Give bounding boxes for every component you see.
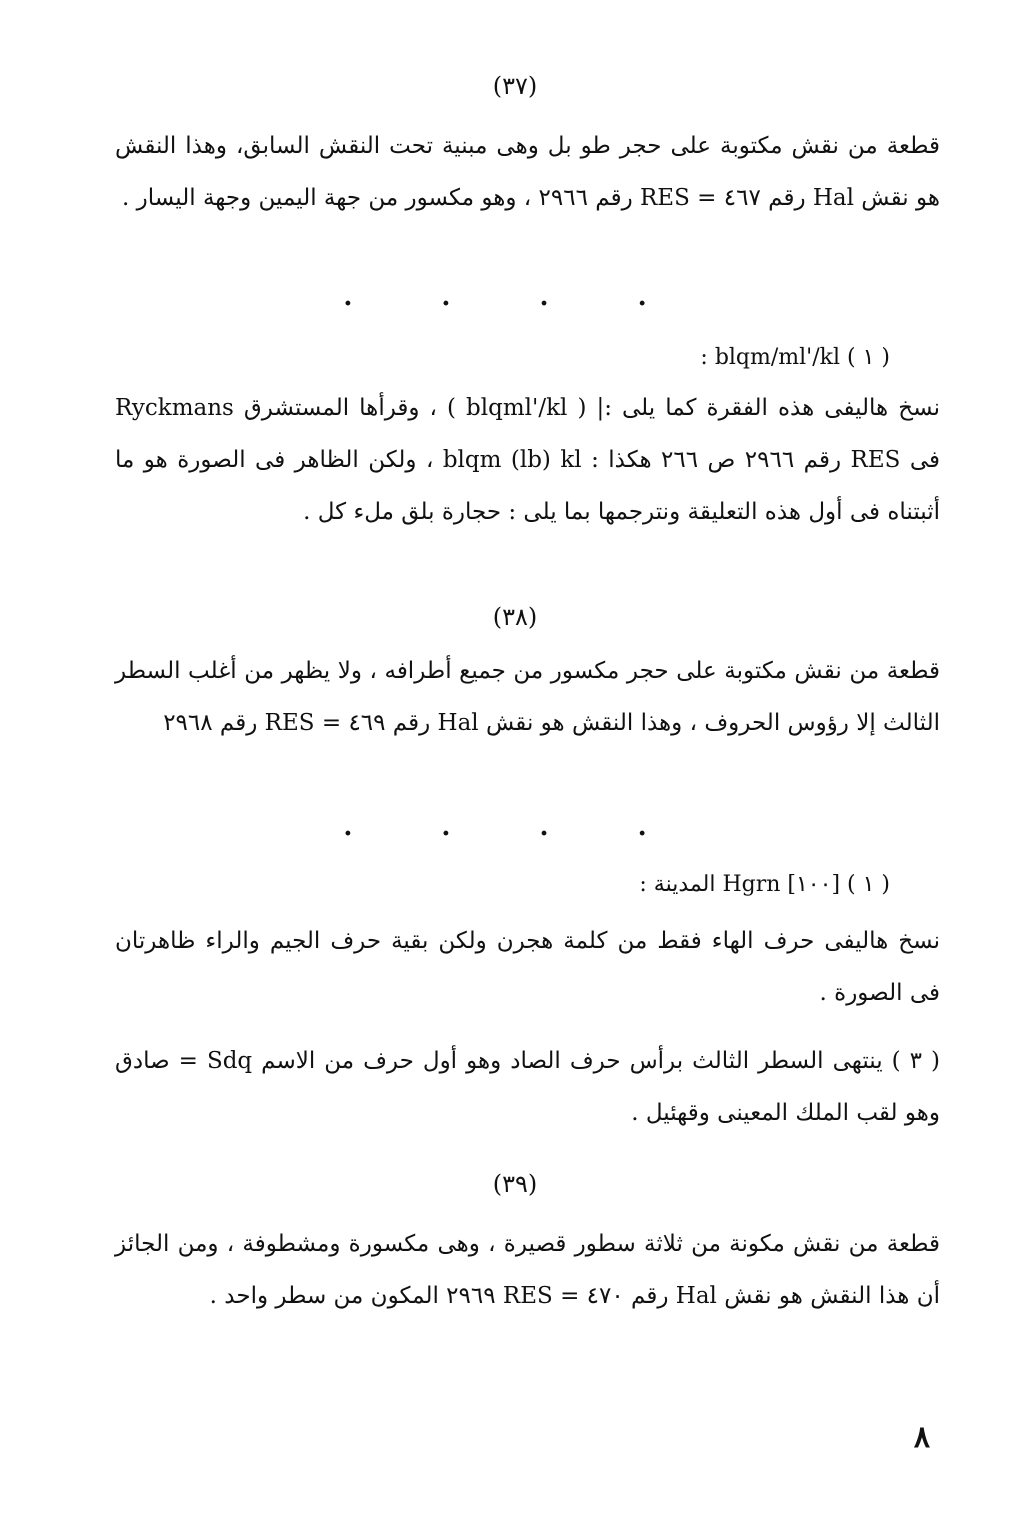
section-37-note-heading: ( ١ ) blqm/ml'/kl : xyxy=(700,345,890,370)
section-38-note2-paragraph: ( ٣ ) ينتهى السطر الثالث برأس حرف الصاد وهو أول حرف من الاسم Sdq = صادق وهو لقب الملك المعينى وقهئيل . xyxy=(115,1048,941,1126)
section-38-note-heading: ( ١ ) [١٠٠] Hgrn المدينة : xyxy=(639,872,890,897)
section-37-dots: . . . . xyxy=(343,282,687,312)
section-38-paragraph: قطعة من نقش مكتوبة على حجر مكسور من جميع أطرافه ، ولا يظهر من أغلب السطر الثالث إلا رؤوس الحروف ، وهذا النقش هو نقش Hal رقم ٤٦٩ = RES رقم ٢٩٦٨ xyxy=(115,658,940,736)
section-38-dots: . . . . xyxy=(343,812,687,842)
section-37-note-paragraph: نسخ هاليفى هذه الفقرة كما يلى :| ( blqml'/kl ) ، وقرأها المستشرق Ryckmans فى RES رقم ٢٩٦٦ ص ٢٦٦ هكذا : blqm (lb) kl ، ولكن الظاهر فى الصورة هو ما أثبتناه فى أول هذه التعليقة ونترجمها بما يلى : حجارة بلق ملء كل . xyxy=(115,395,941,525)
section-number-37: (٣٧) xyxy=(492,72,538,100)
section-38-note-paragraph: نسخ هاليفى حرف الهاء فقط من كلمة هجرن ولكن بقية حرف الجيم والراء ظاهرتان فى الصورة . xyxy=(115,928,940,1006)
section-number-39: (٣٩) xyxy=(492,1170,538,1198)
section-number-38: (٣٨) xyxy=(492,603,538,631)
section-39-paragraph: قطعة من نقش مكونة من ثلاثة سطور قصيرة ، وهى مكسورة ومشطوفة ، ومن الجائز أن هذا النقش هو نقش Hal رقم ٤٧٠ = RES ٢٩٦٩ المكون من سطر واحد . xyxy=(115,1231,940,1309)
section-37-paragraph: قطعة من نقش مكتوبة على حجر طو بل وهى مبنية تحت النقش السابق، وهذا النقش هو نقش Hal رقم ٤٦٧ = RES رقم ٢٩٦٦ ، وهو مكسور من جهة اليمين وجهة اليسار . xyxy=(115,133,940,211)
page-number: ٨ xyxy=(913,1420,930,1455)
